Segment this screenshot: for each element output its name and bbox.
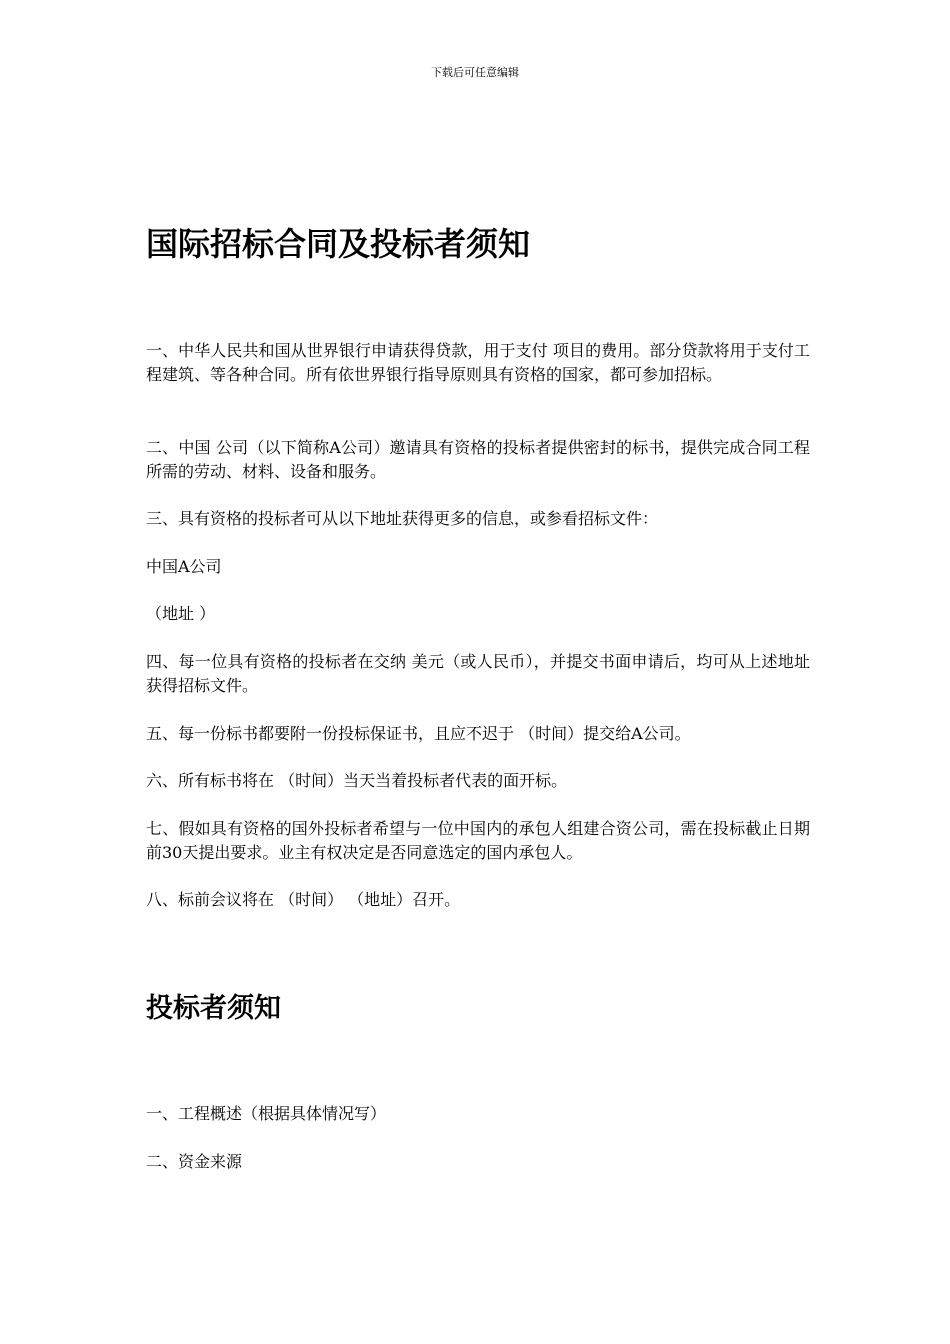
paragraph-2: 二、中国 公司（以下简称A公司）邀请具有资格的投标者提供密封的标书，提供完成合同工程所需的劳动、材料、设备和服务。 xyxy=(146,438,810,481)
paragraph-6: 四、每一位具有资格的投标者在交纳 美元（或人民币），并提交书面申请后，均可从上述地址获得招标文件。 xyxy=(146,652,810,695)
paragraph-9: 七、假如具有资格的国外投标者希望与一位中国内的承包人组建合资公司，需在投标截止日期前30天提出要求。业主有权决定是否同意选定的国内承包人。 xyxy=(146,819,810,862)
sub-paragraph-2: 二、资金来源 xyxy=(146,1152,243,1171)
document-title: 国际招标合同及投标者须知 xyxy=(146,225,531,263)
paragraph-1: 一、中华人民共和国从世界银行申请获得贷款，用于支付 项目的费用。部分贷款将用于支付工程建筑、等各种合同。所有依世界银行指导原则具有资格的国家，都可参加招标。 xyxy=(146,341,810,384)
paragraph-8: 六、所有标书将在 （时间）当天当着投标者代表的面开标。 xyxy=(146,771,568,790)
paragraph-4: 中国A公司 xyxy=(146,557,222,576)
header-note: 下载后可任意编辑 xyxy=(431,66,519,79)
paragraph-3: 三、具有资格的投标者可从以下地址获得更多的信息，或参看招标文件： xyxy=(146,509,659,528)
section-title: 投标者须知 xyxy=(146,993,281,1024)
paragraph-7: 五、每一份标书都要附一份投标保证书，且应不迟于 （时间）提交给A公司。 xyxy=(146,724,691,743)
sub-paragraph-1: 一、工程概述（根据具体情况写） xyxy=(146,1104,387,1123)
paragraph-10: 八、标前会议将在 （时间） （地址）召开。 xyxy=(146,890,461,909)
paragraph-5: （地址 ） xyxy=(146,604,216,623)
